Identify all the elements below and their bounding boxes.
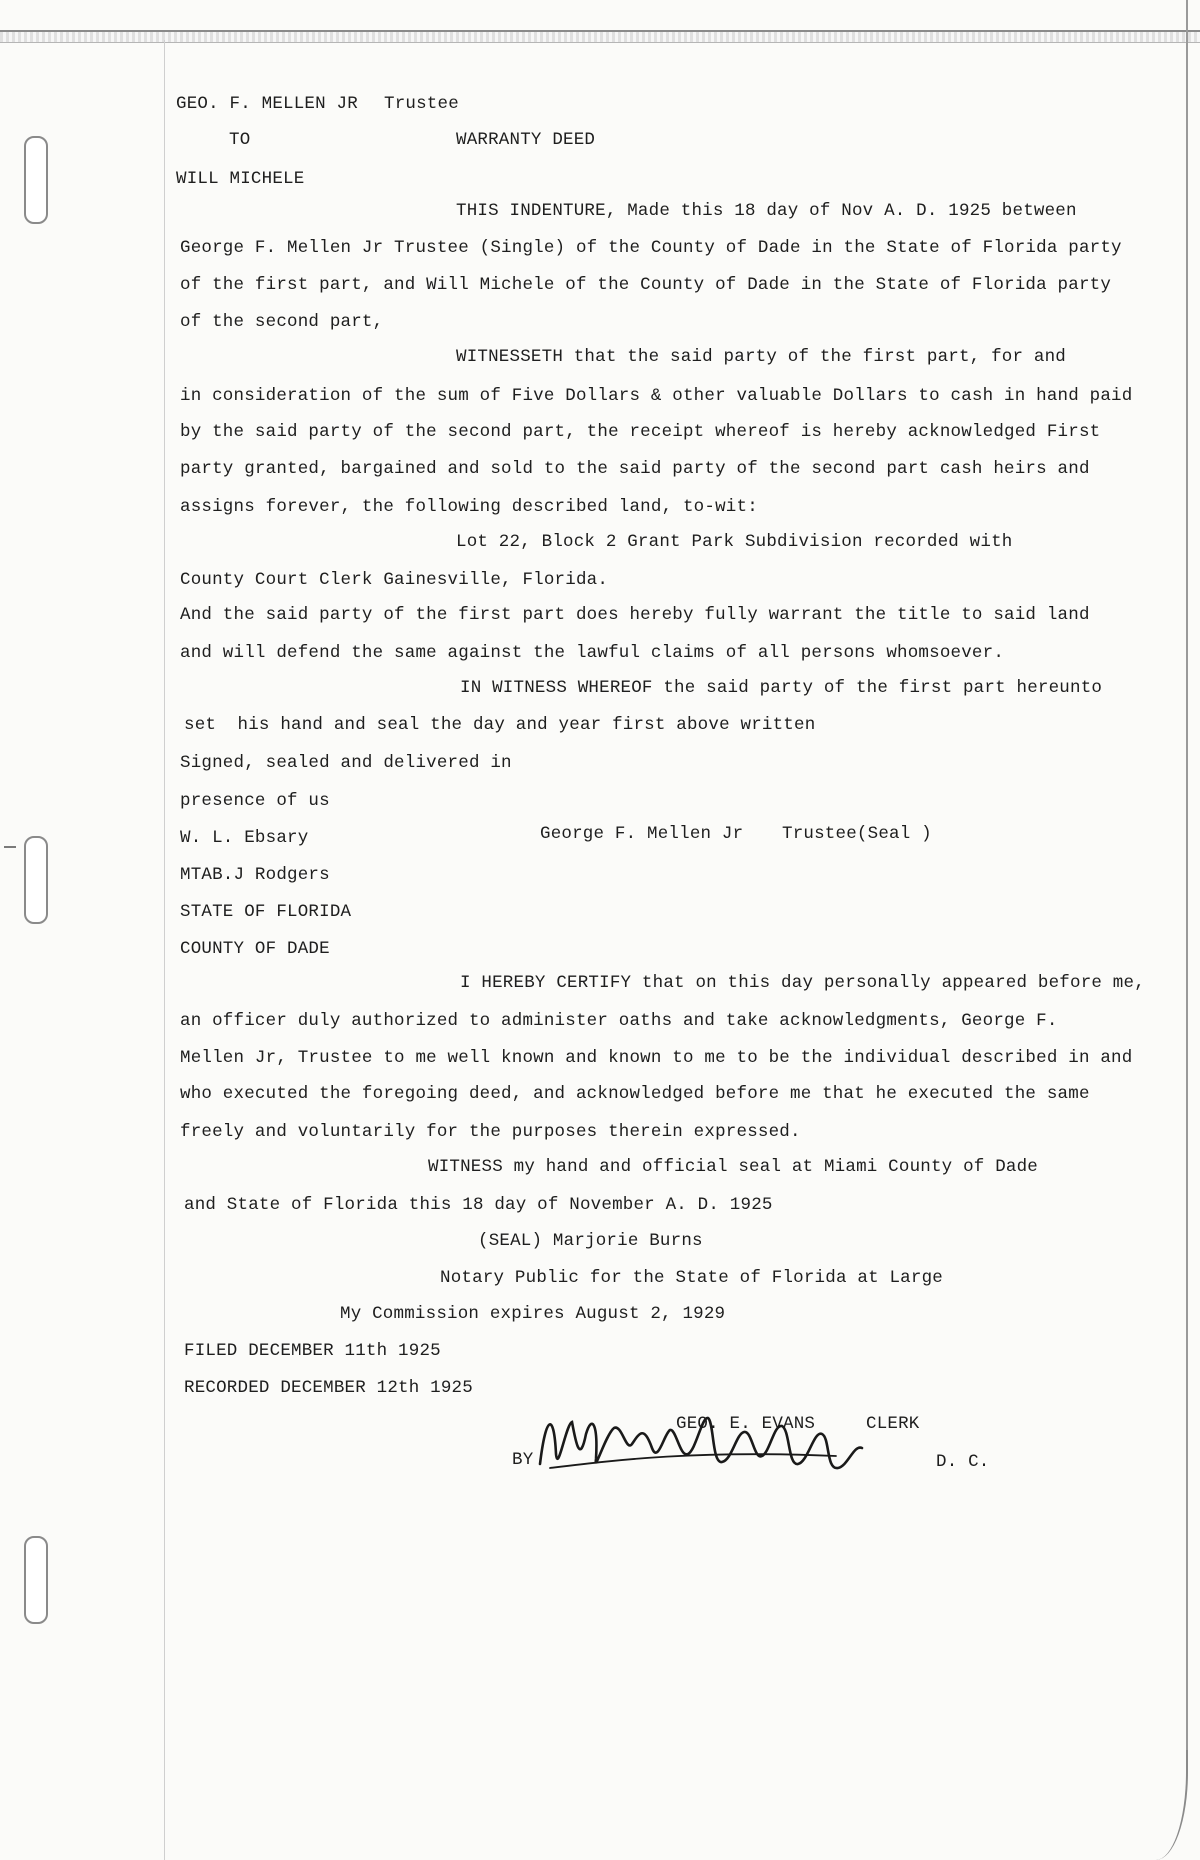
- deed-line: County Court Clerk Gainesville, Florida.: [180, 570, 609, 590]
- header-to: TO: [229, 130, 251, 150]
- header-grantor-role: Trustee: [384, 94, 459, 114]
- clerk-title: CLERK: [866, 1414, 920, 1434]
- deed-line: THIS INDENTURE, Made this 18 day of Nov A. D. 1925 between: [456, 201, 1077, 221]
- deed-line: Signed, sealed and delivered in: [180, 753, 512, 773]
- deed-line: assigns forever, the following described land, to-wit:: [180, 497, 758, 517]
- deed-line: presence of us: [180, 791, 330, 811]
- witness-two: MTAB.J Rodgers: [180, 865, 330, 885]
- notary-commission: My Commission expires August 2, 1929: [340, 1304, 726, 1324]
- binder-hole-icon: [24, 136, 48, 224]
- deputy-clerk-label: D. C.: [936, 1452, 990, 1472]
- acknowledgment-line: Mellen Jr, Trustee to me well known and known to me to be the individual described in and: [180, 1048, 1133, 1068]
- acknowledgment-line: WITNESS my hand and official seal at Miami County of Dade: [428, 1157, 1038, 1177]
- acknowledgment-line: who executed the foregoing deed, and acknowledged before me that he executed the same: [180, 1084, 1090, 1104]
- page-curl-edge: [1156, 1750, 1188, 1860]
- header-grantee: WILL MICHELE: [176, 169, 305, 189]
- deed-line: George F. Mellen Jr Trustee (Single) of the County of Dade in the State of Florida party: [180, 238, 1122, 258]
- acknowledgment-line: and State of Florida this 18 day of November A. D. 1925: [184, 1195, 773, 1215]
- header-grantor: GEO. F. MELLEN JR: [176, 94, 358, 114]
- recorded-date: RECORDED DECEMBER 12th 1925: [184, 1378, 473, 1398]
- edge-tick-mark: [4, 846, 16, 848]
- filed-date: FILED DECEMBER 11th 1925: [184, 1341, 441, 1361]
- deed-line: set his hand and seal the day and year first above written: [184, 715, 816, 735]
- top-ruled-border: [0, 30, 1200, 43]
- grantor-signature-role: Trustee(Seal ): [782, 824, 932, 844]
- notary-title: Notary Public for the State of Florida at Large: [440, 1268, 943, 1288]
- right-margin-rule: [1186, 0, 1188, 1760]
- binder-hole-icon: [24, 1536, 48, 1624]
- grantor-signature-name: George F. Mellen Jr: [540, 824, 744, 844]
- deed-line: of the first part, and Will Michele of the County of Dade in the State of Florida party: [180, 275, 1112, 295]
- document-title: WARRANTY DEED: [456, 130, 596, 150]
- deed-line: IN WITNESS WHEREOF the said party of the first part hereunto: [460, 678, 1103, 698]
- deed-line: And the said party of the first part does hereby fully warrant the title to said land: [180, 605, 1090, 625]
- deed-line: of the second part,: [180, 312, 384, 332]
- deed-line: in consideration of the sum of Five Dollars & other valuable Dollars to cash in hand paid: [180, 386, 1133, 406]
- deed-line: and will defend the same against the lawful claims of all persons whomsoever.: [180, 643, 1005, 663]
- witness-one: W. L. Ebsary: [180, 828, 309, 848]
- deed-line: party granted, bargained and sold to the said party of the second part cash heirs and: [180, 459, 1090, 479]
- acknowledgment-line: an officer duly authorized to administer oaths and take acknowledgments, George F.: [180, 1011, 1058, 1031]
- left-margin-rule: [164, 40, 165, 1860]
- binder-hole-icon: [24, 836, 48, 924]
- deed-line: Lot 22, Block 2 Grant Park Subdivision recorded with: [456, 532, 1013, 552]
- venue-state: STATE OF FLORIDA: [180, 902, 352, 922]
- by-label: BY: [512, 1450, 534, 1470]
- venue-county: COUNTY OF DADE: [180, 939, 330, 959]
- acknowledgment-line: I HEREBY CERTIFY that on this day personally appeared before me,: [460, 973, 1145, 993]
- clerk-name: GEO. E. EVANS: [676, 1414, 816, 1434]
- deputy-clerk-signature-icon: [536, 1404, 878, 1484]
- deed-line: WITNESSETH that the said party of the first part, for and: [456, 347, 1066, 367]
- deed-line: by the said party of the second part, the receipt whereof is hereby acknowledged First: [180, 422, 1101, 442]
- acknowledgment-line: freely and voluntarily for the purposes therein expressed.: [180, 1122, 801, 1142]
- notary-name: (SEAL) Marjorie Burns: [478, 1231, 703, 1251]
